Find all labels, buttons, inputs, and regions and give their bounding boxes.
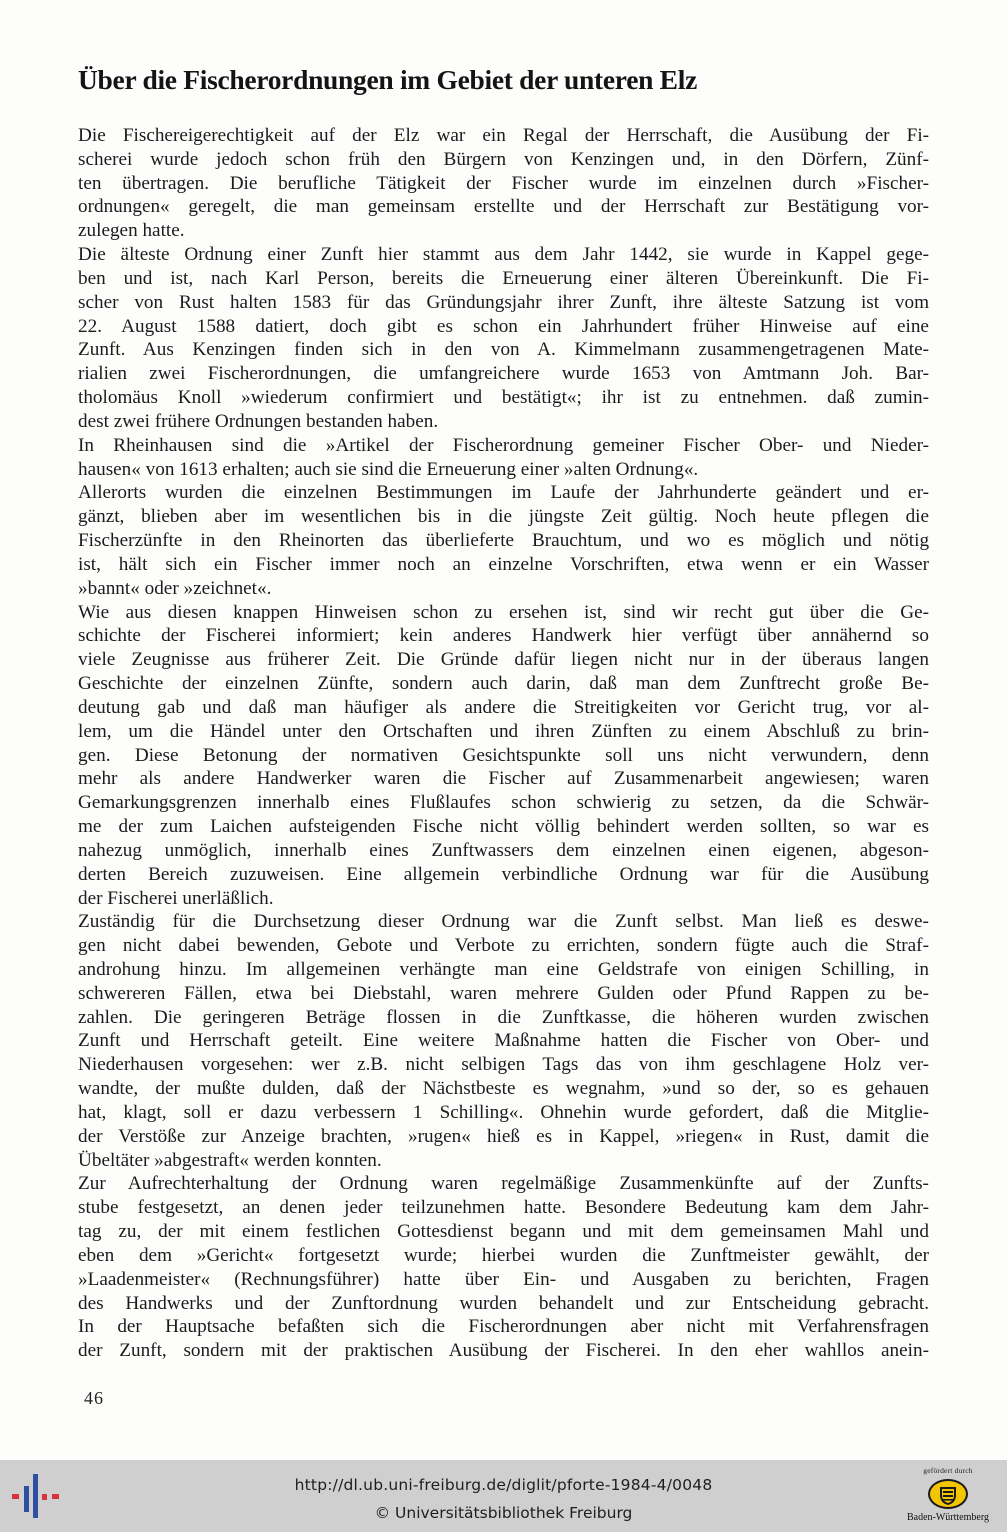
text-line: »Laadenmeister« (Rechnungsführer) hatte über Ein- und Ausgaben zu berichten, Fragen [78, 1268, 929, 1290]
text-line: Geschichte der einzelnen Zünfte, sondern auch darin, daß man dem Zunftrecht große Be- [78, 673, 929, 695]
text-line: des Handwerks und der Zunftordnung wurden behandelt und zur Entscheidung gebracht. [78, 1292, 929, 1314]
text-line: Zuständig für die Durchsetzung dieser Ordnung war die Zunft selbst. Man ließ es deswe- [78, 911, 929, 933]
text-line: Die älteste Ordnung einer Zunft hier stammt aus dem Jahr 1442, sie wurde in Kappel gege- [78, 244, 930, 266]
text-line: mehr als andere Handwerker waren die Fischer auf Zusammenarbeit angewiesen; waren [78, 768, 929, 790]
text-line: »bannt« oder »zeichnet«. [78, 577, 272, 599]
text-line: zulegen hatte. [78, 220, 185, 242]
text-line: rialien zwei Fischerordnungen, die umfangreichere wurde 1653 von Amtmann Joh. Bar- [78, 363, 930, 385]
text-line: hausen« von 1613 erhalten; auch sie sind die Erneuerung einer »alten Ordnung«. [78, 458, 699, 480]
text-line: Zunft. Aus Kenzingen finden sich in den von A. Kimmelmann zusammengetragenen Mate- [78, 339, 929, 361]
text-line: schwereren Fällen, etwa bei Diebstahl, waren mehrere Gulden oder Pfund Rappen zu be- [78, 982, 930, 1004]
text-line: deutung gab und daß man häufiger als andere die Streitigkeiten vor Gericht trug, vor al- [78, 696, 929, 718]
page-title: Über die Fischerordnungen im Gebiet der unteren Elz [78, 64, 697, 95]
sponsor-badge [893, 1462, 1003, 1530]
text-line: Gemarkungsgrenzen innerhalb eines Flußlaufes schon schwierig zu setzen, da die Schwär- [78, 792, 930, 814]
text-line: scherei wurde jedoch schon früh den Bürgern von Kenzingen und, in den Dörfern, Zünf- [78, 148, 930, 170]
sponsor-top-label: gefördert durch [923, 1466, 973, 1475]
text-line: wandte, der mußte dulden, daß der Nächstbeste es wegnahm, »und so der, so es gehauen [78, 1078, 929, 1100]
text-line: tholomäus Knoll »wiederum confirmiert und bestätigt«; ihr ist zu entnehmen. daß zumin- [78, 387, 930, 409]
text-line: der Zunft, sondern mit der praktischen Ausübung der Fischerei. In den eher wahllos anein- [78, 1340, 929, 1362]
sponsor-bottom-label: Baden-Württemberg [906, 1512, 989, 1523]
text-line: gen. Diese Betonung der normativen Gesichtspunkte soll uns nicht verwundern, denn [78, 744, 930, 766]
text-line: ist, hält sich ein Fischer immer noch an einzelne Vorschriften, etwa wenn er ein Wasser [78, 553, 930, 575]
text-line: Zur Aufrechterhaltung der Ordnung waren regelmäßige Zusammenkünfte auf der Zunfts- [78, 1173, 929, 1195]
text-line: ordnungen« geregelt, die man gemeinsam erstellte und der Herrschaft zur Bestätigung vor- [78, 196, 930, 218]
text-line: zahlen. Die geringeren Beträge flossen in die Zunftkasse, die höheren wurden zwischen [78, 1006, 930, 1028]
text-line: 22. August 1588 datiert, doch gibt es schon ein Jahrhundert früher Hinweise auf eine [78, 315, 929, 337]
text-line: der Fischerei unerläßlich. [78, 887, 274, 909]
text-line: androhung hinzu. Im allgemeinen verhängte man eine Geldstrafe von einigen Schilling, in [78, 958, 929, 980]
text-line: dest zwei frühere Ordnungen bestanden haben. [78, 410, 439, 432]
text-line: Fischerzünfte in den Rheinorten das überlieferte Brauchtum, und wo es möglich und nötig [78, 530, 930, 552]
text-line: Zunft und Herrschaft geteilt. Eine weitere Maßnahme hatten die Fischer von Ober- und [78, 1030, 930, 1052]
text-line: me der zum Laichen aufsteigenden Fische nicht völlig behindert werden sollten, so war es [78, 816, 929, 838]
text-line: der Verstöße zur Anzeige brachten, »rugen« hieß es in Kappel, »riegen« in Rust, damit die [78, 1125, 930, 1147]
text-line: In Rheinhausen sind die »Artikel der Fischerordnung gemeiner Fischer Ober- und Nieder- [78, 434, 929, 456]
text-line: Wie aus diesen knappen Hinweisen schon zu ersehen ist, sind wir recht gut über die Ge- [78, 601, 929, 623]
text-line: Niederhausen vorgesehen: wer z.B. nicht selbigen Tags das von ihm geschlagene Holz ver- [78, 1054, 930, 1076]
body-text [78, 124, 929, 1363]
text-line: In der Hauptsache befaßten sich die Fischerordnungen aber nicht mit Verfahrensfragen [78, 1316, 930, 1338]
text-line: schichte der Fischerei informiert; kein anderes Handwerk hier verfügt über annähernd so [78, 625, 929, 647]
text-line: hat, klagt, soll er dazu verbessern 1 Schilling«. Ohnehin wurde gefordert, daß die Mitglie- [78, 1101, 929, 1123]
text-line: tag zu, der mit einem festlichen Gottesdienst begann und mit dem gemeinsamen Mahl und [78, 1221, 929, 1243]
footer-url-link[interactable]: http://dl.ub.uni-freiburg.de/diglit/pforte-1984-4/0048 [294, 1476, 713, 1494]
text-line: stube festgesetzt, an denen jeder teilzunehmen hatte. Besondere Bedeutung kam dem Jahr- [78, 1197, 929, 1219]
text-line: viele Zeugnisse aus früherer Zeit. Die Gründe dafür liegen nicht nur in der überaus langen [78, 649, 929, 671]
text-line: eben dem »Gericht« fortgesetzt wurde; hierbei wurden die Zunftmeister gewählt, der [78, 1244, 929, 1266]
text-line: scher von Rust halten 1583 für das Gründungsjahr ihrer Zunft, ihre älteste Satzung ist vom [78, 291, 930, 313]
text-line: gen nicht dabei bewenden, Gebote und Verbote zu errichten, sondern fügte auch die Straf- [78, 935, 929, 957]
text-line: ben und ist, nach Karl Person, bereits die Erneuerung einer älteren Übereinkunft. Die Fi- [78, 267, 929, 289]
text-line: Die Fischereigerechtigkeit auf der Elz war ein Regal der Herrschaft, die Ausübung der Fi- [78, 125, 930, 146]
text-line: derten Bereich zuzuweisen. Eine allgemein verbindliche Ordnung war für die Ausübung [78, 863, 930, 885]
text-line: Übeltäter »abgestraft« werden konnten. [78, 1149, 382, 1171]
text-line: gänzt, blieben aber im wesentlichen bis in die jüngste Zeit gültig. Noch heute pflegen die [78, 506, 930, 528]
footer-bar [0, 1460, 1007, 1532]
text-line: lem, um die Händel unter den Ortschaften und ihren Zünften zu einem Abschluß zu brin- [78, 720, 929, 742]
text-line: nahezug unmöglich, innerhalb eines Zunftwassers dem einzelnen einen eigenen, abgeson- [78, 839, 929, 861]
text-line: Allerorts wurden die einzelnen Bestimmungen im Laufe der Jahrhunderte geändert und er- [78, 482, 929, 504]
baden-wuerttemberg-seal-icon [926, 1478, 970, 1510]
footer-copyright: © Universitätsbibliothek Freiburg [374, 1504, 633, 1522]
text-line: ten übertragen. Die berufliche Tätigkeit der Fischer wurde im einzelnen durch »Fischer- [78, 172, 930, 194]
page-number: 46 [84, 1388, 104, 1408]
